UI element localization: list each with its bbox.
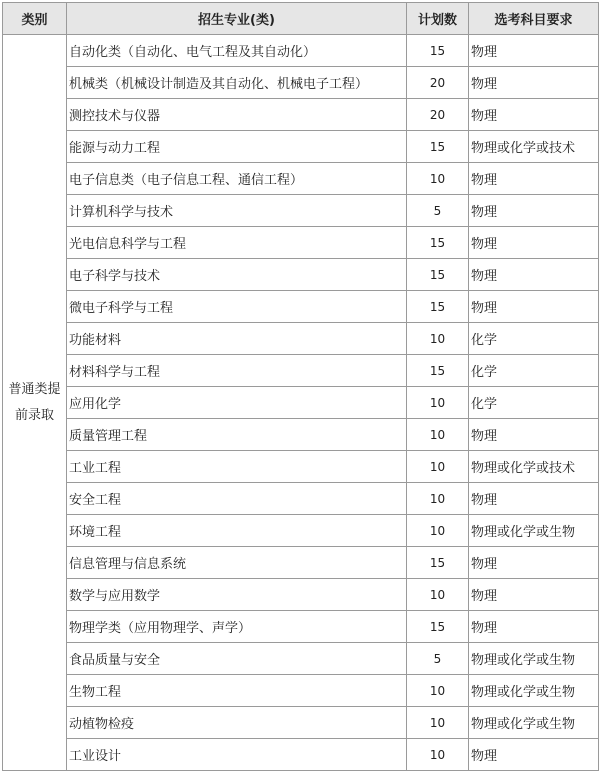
- table-row: [3, 355, 599, 387]
- plan-cell: 10: [407, 323, 469, 355]
- subject-cell: 物理或化学或技术: [469, 451, 599, 483]
- major-cell: 计算机科学与技术: [67, 195, 407, 227]
- major-cell: 微电子科学与工程: [67, 291, 407, 323]
- subject-cell: 物理: [469, 99, 599, 131]
- plan-cell: 20: [407, 67, 469, 99]
- subject-cell: 物理: [469, 259, 599, 291]
- major-cell: 数学与应用数学: [67, 579, 407, 611]
- subject-cell: 物理: [469, 291, 599, 323]
- major-cell: 物理学类（应用物理学、声学）: [67, 611, 407, 643]
- major-cell: 工业设计: [67, 739, 407, 771]
- table-row: [3, 675, 599, 707]
- table-row: [3, 451, 599, 483]
- plan-cell: 10: [407, 163, 469, 195]
- major-cell: 材料科学与工程: [67, 355, 407, 387]
- table-row: [3, 323, 599, 355]
- subject-cell: 物理: [469, 195, 599, 227]
- table-row: [3, 195, 599, 227]
- table-body: [3, 35, 599, 771]
- subject-cell: 物理: [469, 611, 599, 643]
- major-cell: 应用化学: [67, 387, 407, 419]
- major-cell: 质量管理工程: [67, 419, 407, 451]
- subject-cell: 化学: [469, 387, 599, 419]
- major-cell: 机械类（机械设计制造及其自动化、机械电子工程）: [67, 67, 407, 99]
- major-cell: 自动化类（自动化、电气工程及其自动化）: [67, 35, 407, 67]
- category-cell: [3, 35, 67, 771]
- subject-cell: 物理: [469, 35, 599, 67]
- major-cell: 食品质量与安全: [67, 643, 407, 675]
- major-cell: 工业工程: [67, 451, 407, 483]
- category-line-2: 前录取: [14, 407, 54, 423]
- table-row: [3, 99, 599, 131]
- table-row: [3, 707, 599, 739]
- plan-cell: 15: [407, 131, 469, 163]
- table-row: [3, 387, 599, 419]
- plan-cell: 15: [407, 227, 469, 259]
- major-cell: 生物工程: [67, 675, 407, 707]
- subject-cell: 物理或化学或生物: [469, 643, 599, 675]
- subject-cell: 物理: [469, 419, 599, 451]
- table-row: [3, 611, 599, 643]
- header-category: 类别: [3, 3, 67, 35]
- table-row: [3, 547, 599, 579]
- table-row: [3, 483, 599, 515]
- subject-cell: 物理: [469, 739, 599, 771]
- major-cell: 信息管理与信息系统: [67, 547, 407, 579]
- header-plan: 计划数: [407, 3, 469, 35]
- plan-cell: 10: [407, 483, 469, 515]
- subject-cell: 物理: [469, 163, 599, 195]
- subject-cell: 化学: [469, 355, 599, 387]
- plan-cell: 10: [407, 419, 469, 451]
- subject-cell: 物理或化学或生物: [469, 515, 599, 547]
- plan-cell: 15: [407, 355, 469, 387]
- subject-cell: 物理: [469, 579, 599, 611]
- major-cell: 测控技术与仪器: [67, 99, 407, 131]
- table-row: [3, 643, 599, 675]
- major-cell: 功能材料: [67, 323, 407, 355]
- subject-cell: 物理或化学或技术: [469, 131, 599, 163]
- plan-cell: 15: [407, 35, 469, 67]
- plan-cell: 5: [407, 643, 469, 675]
- subject-cell: 物理: [469, 547, 599, 579]
- plan-cell: 10: [407, 515, 469, 547]
- plan-cell: 10: [407, 707, 469, 739]
- plan-cell: 15: [407, 547, 469, 579]
- subject-cell: 物理: [469, 483, 599, 515]
- header-subject: 选考科目要求: [469, 3, 599, 35]
- table-row: [3, 259, 599, 291]
- major-cell: 电子科学与技术: [67, 259, 407, 291]
- plan-cell: 10: [407, 387, 469, 419]
- major-cell: 光电信息科学与工程: [67, 227, 407, 259]
- subject-cell: 物理或化学或生物: [469, 707, 599, 739]
- table-row: [3, 291, 599, 323]
- table-row: [3, 227, 599, 259]
- table-row: [3, 515, 599, 547]
- major-cell: 安全工程: [67, 483, 407, 515]
- major-cell: 电子信息类（电子信息工程、通信工程）: [67, 163, 407, 195]
- major-cell: 环境工程: [67, 515, 407, 547]
- major-cell: 动植物检疫: [67, 707, 407, 739]
- plan-cell: 5: [407, 195, 469, 227]
- plan-cell: 15: [407, 291, 469, 323]
- header-major: 招生专业(类): [67, 3, 407, 35]
- plan-cell: 15: [407, 259, 469, 291]
- plan-cell: 10: [407, 675, 469, 707]
- table-row: [3, 67, 599, 99]
- header-row: [3, 3, 599, 35]
- table-row: [3, 419, 599, 451]
- table-row: [3, 35, 599, 67]
- table-row: [3, 131, 599, 163]
- plan-cell: 20: [407, 99, 469, 131]
- plan-cell: 10: [407, 579, 469, 611]
- subject-cell: 物理: [469, 227, 599, 259]
- plan-cell: 10: [407, 739, 469, 771]
- table-row: [3, 739, 599, 771]
- plan-cell: 15: [407, 611, 469, 643]
- subject-cell: 物理或化学或生物: [469, 675, 599, 707]
- plan-cell: 10: [407, 451, 469, 483]
- subject-cell: 化学: [469, 323, 599, 355]
- major-cell: 能源与动力工程: [67, 131, 407, 163]
- table-row: [3, 163, 599, 195]
- category-line-1: 普通类提: [8, 381, 61, 397]
- table-row: [3, 579, 599, 611]
- subject-cell: 物理: [469, 67, 599, 99]
- enrollment-table: [2, 2, 599, 771]
